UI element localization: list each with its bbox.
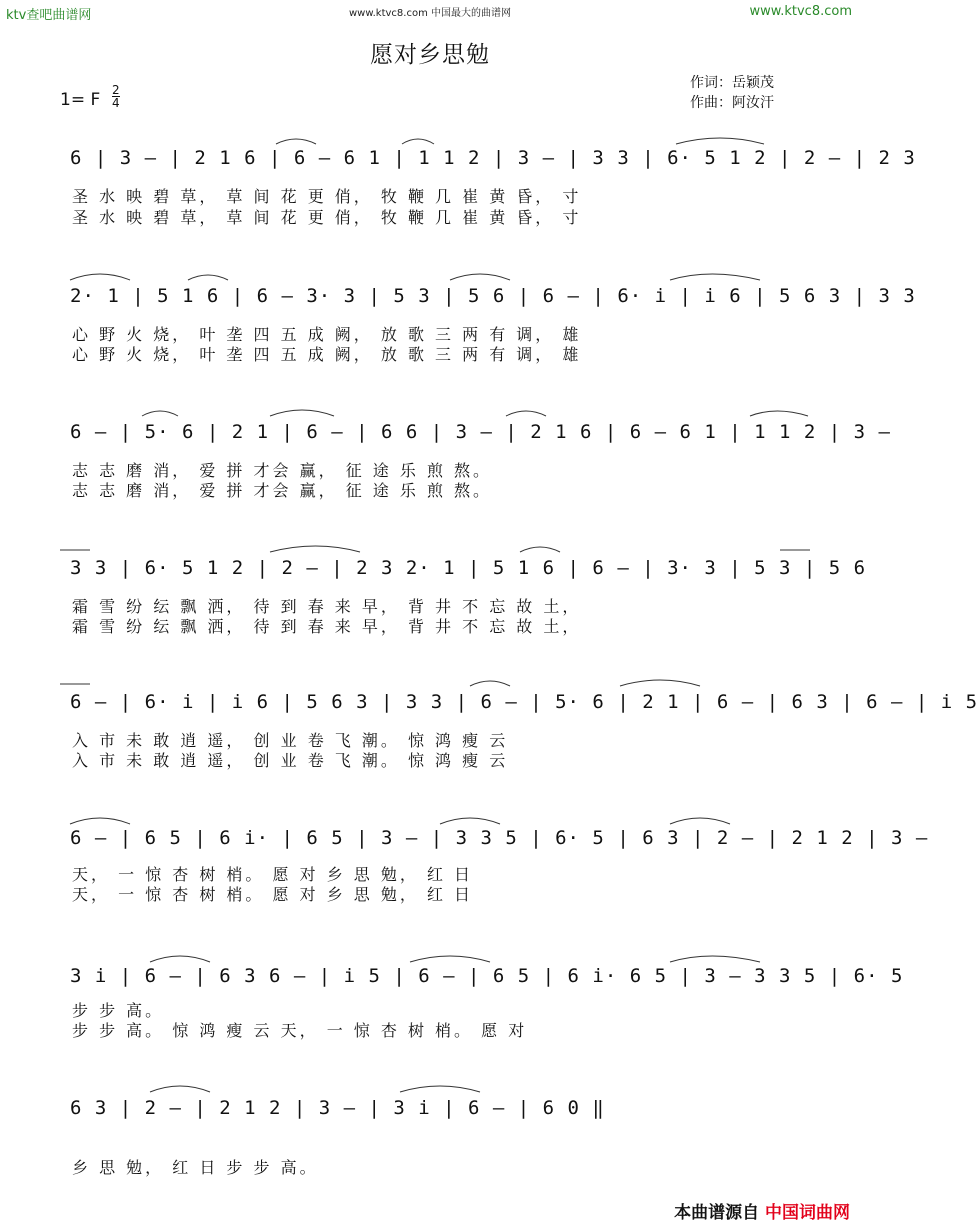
key-signature: 1= F <box>60 90 101 110</box>
lyric-row-5-verse-1: 入 市 未 敢 逍 遥， 创 业 卷 飞 潮。 惊 鸿 瘦 云 <box>72 731 509 750</box>
time-signature <box>112 84 120 109</box>
notation-row-5: 6 – | 6· i | i 6 | 5 6 3 | 3 3 | 6 – | 5· 6 | 2 1 | 6 – | 6 3 | 6 – | i 5 <box>70 691 978 713</box>
lyric-row-6-verse-2: 天， 一 惊 杏 树 梢。 愿 对 乡 思 勉， 红 日 <box>72 885 474 904</box>
lyric-row-6-verse-1: 天， 一 惊 杏 树 梢。 愿 对 乡 思 勉， 红 日 <box>72 865 474 884</box>
slur-marks-row <box>70 1080 810 1094</box>
notation-row-7: 3 i | 6 – | 6 3 6 – | i 5 | 6 – | 6 5 | 6 i· 6 5 | 3 – 3 3 5 | 6· 5 <box>70 965 904 987</box>
slur-marks-row <box>70 404 810 418</box>
lyric-row-3-verse-1: 志 志 磨 消， 爱 拼 才会 赢， 征 途 乐 煎 熬。 <box>72 461 493 480</box>
notation-row-2: 2· 1 | 5 1 6 | 6 – 3· 3 | 5 3 | 5 6 | 6 – | 6· i | i 6 | 5 6 3 | 3 3 <box>70 285 916 307</box>
lyric-row-4-verse-2: 霜 雪 纷 纭 飘 洒， 待 到 春 来 早， 背 井 不 忘 故 土， <box>72 617 582 636</box>
slur-marks-row <box>60 540 810 554</box>
lyric-row-8-verse-1: 乡 思 勉， 红 日 步 步 高。 <box>72 1158 319 1177</box>
lyric-row-2-verse-1: 心 野 火 烧， 叶 垄 四 五 成 阙， 放 歌 三 两 有 调， 雄 <box>72 325 582 344</box>
site-watermark-right: www.ktvc8.com <box>749 4 852 19</box>
lyric-row-1-verse-2: 圣 水 映 碧 草， 草 间 花 更 俏， 牧 鞭 几 崔 黄 昏， 寸 <box>72 208 582 227</box>
composer-credit: 作曲：阿汝汗 <box>690 95 774 111</box>
footer-source-label: 本曲谱源自 <box>674 1203 760 1223</box>
lyricist-credit: 作词：岳颖茂 <box>690 75 774 91</box>
slur-marks-row <box>70 268 810 282</box>
notation-row-8: 6 3 | 2 – | 2 1 2 | 3 – | 3 i | 6 – | 6 0 ‖ <box>70 1097 605 1119</box>
lyric-row-5-verse-2: 入 市 未 敢 逍 遥， 创 业 卷 飞 潮。 惊 鸿 瘦 云 <box>72 751 509 770</box>
meter-top: 2 <box>112 83 120 97</box>
site-watermark-left: ktv查吧曲谱网 <box>6 8 92 23</box>
lyric-row-7-verse-2: 步 步 高。 惊 鸿 瘦 云 天， 一 惊 杏 树 梢。 愿 对 <box>72 1021 528 1040</box>
notation-row-1: 6 | 3 – | 2 1 6 | 6 – 6 1 | 1 1 2 | 3 – | 3 3 | 6· 5 1 2 | 2 – | 2 3 <box>70 147 916 169</box>
meter-bottom: 4 <box>112 96 120 110</box>
lyric-row-3-verse-2: 志 志 磨 消， 爱 拼 才会 赢， 征 途 乐 煎 熬。 <box>72 481 493 500</box>
slur-marks-row <box>60 674 810 688</box>
notation-row-4: 3 3 | 6· 5 1 2 | 2 – | 2 3 2· 1 | 5 1 6 | 6 – | 3· 3 | 5 3 | 5 6 <box>70 557 867 579</box>
footer-source <box>674 1198 850 1223</box>
song-title: 愿对乡思勉 <box>370 42 490 68</box>
site-watermark-center: www.ktvc8.com 中国最大的曲谱网 <box>348 8 511 19</box>
lyric-row-4-verse-1: 霜 雪 纷 纭 飘 洒， 待 到 春 来 早， 背 井 不 忘 故 土， <box>72 597 582 616</box>
slur-marks-row <box>70 132 810 146</box>
notation-row-3: 6 – | 5· 6 | 2 1 | 6 – | 6 6 | 3 – | 2 1 6 | 6 – 6 1 | 1 1 2 | 3 – <box>70 421 891 443</box>
notation-row-6: 6 – | 6 5 | 6 i· | 6 5 | 3 – | 3 3 5 | 6· 5 | 6 3 | 2 – | 2 1 2 | 3 – <box>70 827 929 849</box>
lyric-row-2-verse-2: 心 野 火 烧， 叶 垄 四 五 成 阙， 放 歌 三 两 有 调， 雄 <box>72 345 582 364</box>
footer-brand-link[interactable]: 中国词曲网 <box>765 1203 850 1223</box>
lyric-row-7-verse-1: 步 步 高。 <box>72 1001 165 1020</box>
lyric-row-1-verse-1: 圣 水 映 碧 草， 草 间 花 更 俏， 牧 鞭 几 崔 黄 昏， 寸 <box>72 187 582 206</box>
slur-marks-row <box>70 812 810 826</box>
slur-marks-row <box>70 950 810 964</box>
